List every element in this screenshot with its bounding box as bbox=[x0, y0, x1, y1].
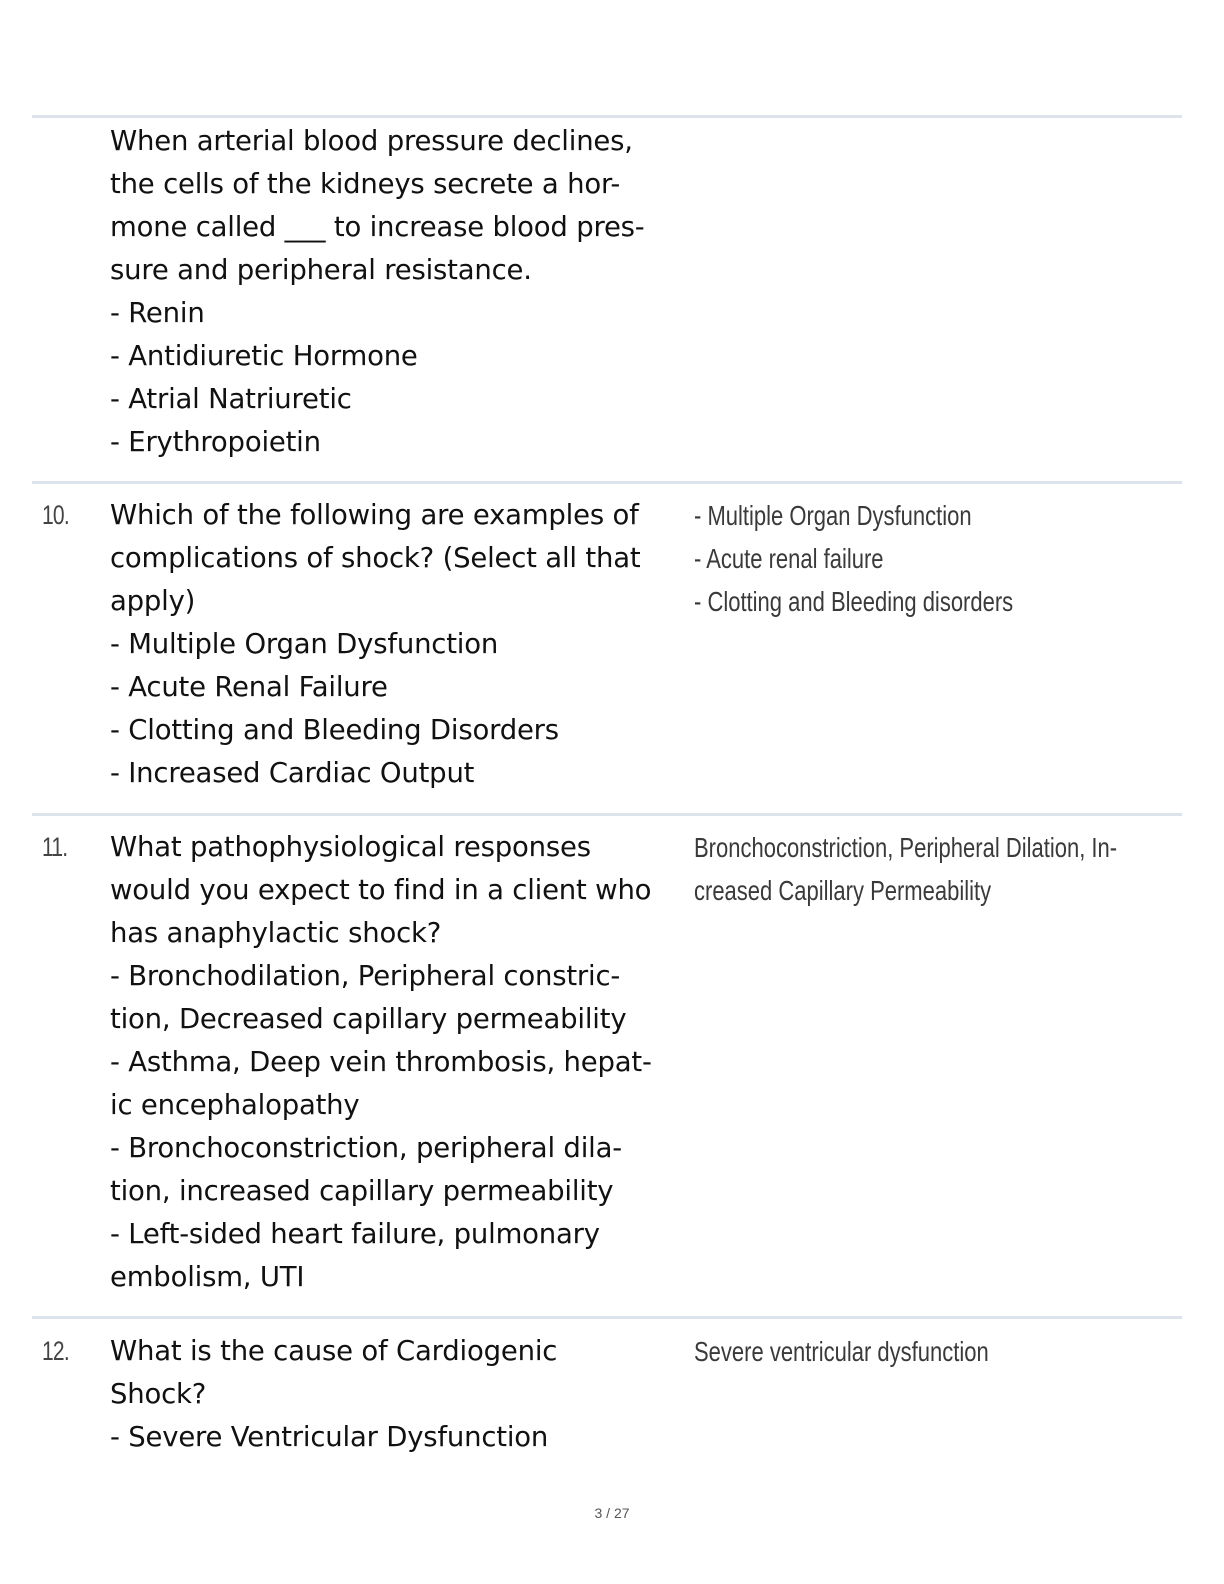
option-line: - Left-sided heart failure, pulmonary bbox=[110, 1218, 600, 1250]
question-line: Shock? bbox=[110, 1378, 207, 1410]
question-text bbox=[110, 1330, 690, 1459]
option-line: - Renin bbox=[110, 297, 205, 329]
answer-text bbox=[694, 494, 1142, 623]
card-number: 10. bbox=[42, 500, 69, 530]
option-line: tion, Decreased capillary permeability bbox=[110, 1003, 627, 1035]
question-line: mone called ___ to increase blood pres- bbox=[110, 211, 645, 243]
question-line: What pathophysiological responses bbox=[110, 831, 591, 863]
question-line: apply) bbox=[110, 585, 196, 617]
flashcard-12 bbox=[32, 1330, 1182, 1470]
option-line: - Clotting and Bleeding Disorders bbox=[110, 714, 559, 746]
divider bbox=[32, 1316, 1182, 1319]
question-line: When arterial blood pressure declines, bbox=[110, 125, 633, 157]
question-line: the cells of the kidneys secrete a hor- bbox=[110, 168, 621, 200]
question-line: has anaphylactic shock? bbox=[110, 917, 442, 949]
answer-line: creased Capillary Permeability bbox=[694, 875, 992, 906]
option-line: - Erythropoietin bbox=[110, 426, 321, 458]
flashcard-10 bbox=[32, 494, 1182, 804]
divider bbox=[32, 813, 1182, 816]
question-text bbox=[110, 826, 690, 1299]
question-text bbox=[110, 120, 690, 464]
card-number: 12. bbox=[42, 1336, 69, 1366]
answer-line: - Acute renal failure bbox=[694, 543, 884, 574]
question-line: would you expect to find in a client who bbox=[110, 874, 652, 906]
option-line: - Acute Renal Failure bbox=[110, 671, 388, 703]
option-line: ic encephalopathy bbox=[110, 1089, 360, 1121]
option-line: - Bronchoconstriction, peripheral dila- bbox=[110, 1132, 622, 1164]
flashcard-11 bbox=[32, 826, 1182, 1306]
question-text bbox=[110, 494, 690, 795]
question-line: sure and peripheral resistance. bbox=[110, 254, 532, 286]
question-line: Which of the following are examples of bbox=[110, 499, 639, 531]
question-line: What is the cause of Cardiogenic bbox=[110, 1335, 558, 1367]
option-line: - Multiple Organ Dysfunction bbox=[110, 628, 499, 660]
option-line: - Antidiuretic Hormone bbox=[110, 340, 418, 372]
flashcard-1 bbox=[32, 120, 1182, 470]
answer-line: - Clotting and Bleeding disorders bbox=[694, 586, 1014, 617]
option-line: tion, increased capillary permeability bbox=[110, 1175, 614, 1207]
answer-line: Severe ventricular dysfunction bbox=[694, 1336, 989, 1367]
option-line: - Asthma, Deep vein thrombosis, hepat- bbox=[110, 1046, 652, 1078]
divider bbox=[32, 115, 1182, 118]
page-indicator: 3 / 27 bbox=[594, 1505, 630, 1521]
answer-text bbox=[694, 826, 1142, 912]
option-line: - Increased Cardiac Output bbox=[110, 757, 475, 789]
option-line: - Bronchodilation, Peripheral constric- bbox=[110, 960, 621, 992]
divider bbox=[32, 481, 1182, 484]
answer-line: - Multiple Organ Dysfunction bbox=[694, 500, 972, 531]
option-line: - Atrial Natriuretic bbox=[110, 383, 352, 415]
question-line: complications of shock? (Select all that bbox=[110, 542, 641, 574]
card-number: 11. bbox=[42, 832, 68, 862]
option-line: embolism, UTI bbox=[110, 1261, 305, 1293]
option-line: - Severe Ventricular Dysfunction bbox=[110, 1421, 549, 1453]
answer-line: Bronchoconstriction, Peripheral Dilation, In- bbox=[694, 832, 1118, 863]
answer-text bbox=[694, 1330, 1142, 1373]
